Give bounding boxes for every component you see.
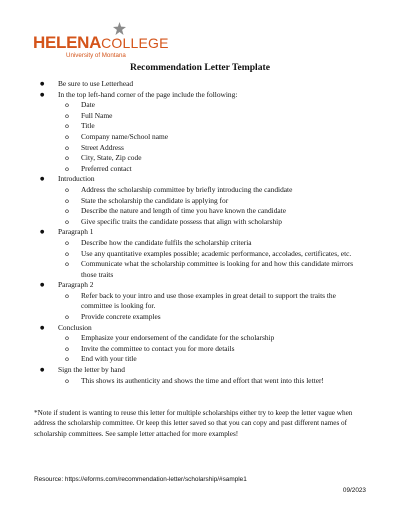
list-item: ● Paragraph 1: [38, 227, 368, 238]
sub-bullet-marker: o: [65, 344, 69, 353]
sub-bullet-marker: o: [65, 313, 69, 322]
sub-list-item: [38, 354, 368, 365]
instruction-list: [38, 79, 368, 386]
sub-list-item-text: City, State, Zip code: [81, 153, 142, 163]
sub-list-item-text: Provide concrete examples: [81, 312, 161, 322]
list-item: ● Conclusion: [38, 323, 368, 334]
sub-bullet-marker: o: [65, 238, 69, 247]
logo-college-text: COLLEGE: [101, 35, 169, 51]
sub-list-item: [38, 196, 368, 207]
sub-list-item: [38, 121, 368, 132]
sub-bullet-marker: o: [65, 217, 69, 226]
sub-list-item: [38, 249, 368, 260]
list-item: ● Introduction: [38, 174, 368, 185]
sub-bullet-marker: o: [65, 154, 69, 163]
sub-list-item: [38, 291, 368, 312]
list-item: ● Paragraph 2: [38, 280, 368, 291]
helena-college-logo: [33, 26, 169, 64]
sub-list-item-text: Refer back to your intro and use those examples in great detail to support the traits the committee is looking for.: [81, 290, 336, 311]
sub-list-item-text: Use any quantitative examples possible; academic performance, accolades, certificates, etc.: [81, 248, 352, 258]
sub-list-item-text: Describe how the candidate fulfils the scholarship criteria: [81, 237, 252, 247]
sub-bullet-marker: o: [65, 249, 69, 258]
sub-list-item: [38, 143, 368, 154]
sub-bullet-marker: o: [65, 185, 69, 194]
document-date: 09/2023: [342, 487, 366, 494]
sub-list-item: [38, 312, 368, 323]
list-item: ● Be sure to use Letterhead: [38, 79, 368, 90]
sub-bullet-marker: o: [65, 132, 69, 141]
sub-bullet-marker: o: [65, 207, 69, 216]
sub-bullet-marker: o: [65, 122, 69, 131]
sub-list-item-text: Street Address: [81, 142, 124, 152]
sub-list-item: [38, 206, 368, 217]
sub-list-item-text: Preferred contact: [81, 163, 132, 173]
sub-list-item: [38, 376, 368, 387]
sub-bullet-marker: o: [65, 196, 69, 205]
sub-list-item-text: State the scholarship the candidate is applying for: [81, 195, 229, 205]
sub-list-item: [38, 132, 368, 143]
sub-list-item-text: Communicate what the scholarship committee is looking for and how this candidate mirrors those traits: [81, 259, 354, 279]
sub-list-item: [38, 100, 368, 111]
sub-bullet-marker: o: [65, 143, 69, 152]
sub-list-item: [38, 153, 368, 164]
sub-bullet-marker: o: [65, 260, 69, 269]
logo-helena-text: HELENA: [33, 33, 102, 52]
sub-list-item: [38, 164, 368, 175]
sub-list-item-text: Give specific traits the candidate possess that align with scholarship: [81, 216, 282, 226]
list-item: ● In the top left-hand corner of the page include the following:: [38, 90, 368, 101]
sub-bullet-marker: o: [65, 111, 69, 120]
sub-list-item: [38, 238, 368, 249]
sub-bullet-marker: o: [65, 376, 69, 385]
list-item: ● Sign the letter by hand: [38, 365, 368, 376]
sub-list-item-text: End with your title: [81, 354, 137, 364]
sub-list-item-text: Date: [81, 100, 95, 110]
sub-list-item-text: Company name/School name: [81, 131, 169, 141]
logo-subtitle: University of Montana: [66, 52, 126, 59]
sub-bullet-marker: o: [65, 101, 69, 110]
sub-list-item-text: Describe the nature and length of time you have known the candidate: [81, 206, 287, 216]
sub-list-item: [38, 111, 368, 122]
sub-list-item-text: This shows its authenticity and shows the time and effort that went into this letter!: [81, 375, 324, 385]
sub-list-item: [38, 333, 368, 344]
sub-list-item-text: Invite the committee to contact you for more details: [81, 343, 235, 353]
sub-list-item-text: Title: [81, 121, 95, 131]
sub-list-item: [38, 217, 368, 228]
sub-bullet-marker: o: [65, 291, 69, 300]
sub-list-item: [38, 185, 368, 196]
resource-link-text: Resource: https://eforms.com/recommendation-letter/scholarship/#sample1: [34, 476, 247, 483]
sub-list-item-text: Emphasize your endorsement of the candidate for the scholarship: [81, 333, 275, 343]
sub-list-item-text: Address the scholarship committee by briefly introducing the candidate: [81, 184, 293, 194]
sub-bullet-marker: o: [65, 334, 69, 343]
sub-bullet-marker: o: [65, 164, 69, 173]
sub-list-item: [38, 259, 368, 280]
sub-list-item-text: Full Name: [81, 110, 113, 120]
sub-list-item: [38, 344, 368, 355]
sub-bullet-marker: o: [65, 355, 69, 364]
note-paragraph: *Note if student is wanting to reuse this letter for multiple scholarships either try to keep the letter vague when address the scholarship committee. Or keep this letter saved so that you can copy and past different names of scholarship committees. See sample letter attached for more examples!: [34, 409, 353, 438]
document-title: Recommendation Letter Template: [130, 62, 270, 73]
